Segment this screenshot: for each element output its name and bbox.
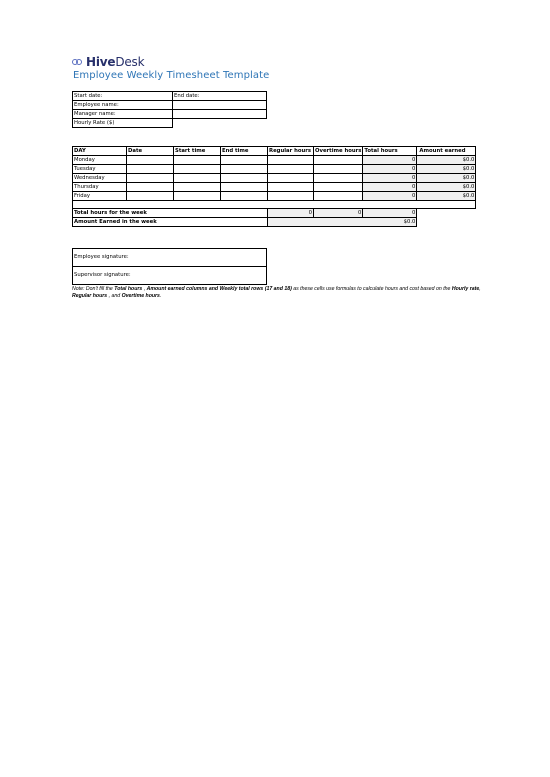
amount-earned-cell: $0.0 bbox=[417, 183, 476, 192]
logo-text-hive: Hive bbox=[86, 55, 116, 69]
total-regular-hours: 0 bbox=[268, 209, 314, 218]
note-bold: Regular hours bbox=[72, 292, 108, 299]
employee-signature-field[interactable]: Employee signature: bbox=[73, 249, 267, 267]
employee-name-label: Employee name: bbox=[73, 101, 173, 110]
manager-name-input[interactable] bbox=[173, 110, 267, 119]
amount-week-value: $0.0 bbox=[268, 218, 417, 227]
note-bold: Hourly rate bbox=[451, 286, 480, 292]
amount-week-label: Amount Earned in the week bbox=[73, 218, 268, 227]
date-cell[interactable] bbox=[127, 156, 174, 165]
start-time-cell[interactable] bbox=[174, 165, 221, 174]
total-hours-cell: 0 bbox=[363, 174, 417, 183]
empty-cell bbox=[417, 218, 476, 227]
start-time-cell[interactable] bbox=[174, 183, 221, 192]
header-date: Date bbox=[127, 147, 174, 156]
amount-earned-cell: $0.0 bbox=[417, 174, 476, 183]
day-cell: Tuesday bbox=[73, 165, 127, 174]
logo-text-desk: Desk bbox=[115, 55, 145, 69]
end-time-cell[interactable] bbox=[221, 156, 268, 165]
day-cell: Friday bbox=[73, 192, 127, 201]
day-cell: Monday bbox=[73, 156, 127, 165]
date-cell[interactable] bbox=[127, 192, 174, 201]
spacer-cell bbox=[73, 201, 476, 209]
employee-info-table bbox=[72, 91, 267, 128]
hourly-rate-label: Hourly Rate ($) bbox=[73, 119, 173, 128]
note-part: , bbox=[142, 286, 147, 292]
header-overtime-hours: Overtime hours bbox=[315, 148, 362, 154]
supervisor-signature-field[interactable]: Supervisor signature: bbox=[73, 267, 267, 285]
date-cell[interactable] bbox=[127, 183, 174, 192]
hivedesk-logo-icon bbox=[72, 58, 84, 67]
note-text bbox=[72, 286, 492, 299]
note-part: Note: Don't fill the bbox=[72, 286, 115, 292]
header-start-time: Start time bbox=[174, 147, 221, 156]
spacer-row bbox=[73, 201, 476, 209]
note-part: , bbox=[479, 286, 481, 292]
regular-hours-cell[interactable] bbox=[268, 192, 314, 201]
header-regular-hours: Regular hours bbox=[268, 147, 314, 156]
start-time-cell[interactable] bbox=[174, 156, 221, 165]
total-hours-cell: 0 bbox=[363, 183, 417, 192]
regular-hours-cell[interactable] bbox=[268, 165, 314, 174]
header-day: DAY bbox=[73, 147, 127, 156]
amount-earned-cell: $0.0 bbox=[417, 156, 476, 165]
table-row bbox=[73, 156, 476, 165]
table-row bbox=[73, 192, 476, 201]
regular-hours-cell[interactable] bbox=[268, 183, 314, 192]
hivedesk-logo bbox=[72, 55, 144, 69]
header-total-hours: Total hours bbox=[363, 147, 417, 156]
signature-table bbox=[72, 248, 267, 285]
start-time-cell[interactable] bbox=[174, 192, 221, 201]
employee-name-input[interactable] bbox=[173, 101, 267, 110]
overtime-hours-cell[interactable] bbox=[314, 192, 363, 201]
overtime-hours-cell[interactable] bbox=[314, 174, 363, 183]
total-hours-row bbox=[73, 209, 476, 218]
date-cell[interactable] bbox=[127, 174, 174, 183]
amount-earned-cell: $0.0 bbox=[417, 165, 476, 174]
note-bold: Total hours bbox=[114, 286, 143, 292]
note-part: . bbox=[159, 292, 162, 299]
timesheet-table bbox=[72, 146, 476, 227]
note-bold: Amount earned columns and Weekly total rows (17 and 18) bbox=[146, 286, 292, 292]
end-time-cell[interactable] bbox=[221, 183, 268, 192]
end-time-cell[interactable] bbox=[221, 192, 268, 201]
end-time-cell[interactable] bbox=[221, 165, 268, 174]
table-row bbox=[73, 165, 476, 174]
manager-name-label: Manager name: bbox=[73, 110, 173, 119]
amount-earned-cell: $0.0 bbox=[417, 192, 476, 201]
total-all-hours: 0 bbox=[363, 209, 417, 218]
amount-week-row bbox=[73, 218, 476, 227]
date-cell[interactable] bbox=[127, 165, 174, 174]
table-row bbox=[73, 174, 476, 183]
table-row bbox=[73, 183, 476, 192]
overtime-hours-cell[interactable] bbox=[314, 183, 363, 192]
page-title: Employee Weekly Timesheet Template bbox=[73, 70, 270, 81]
header-end-time: End time bbox=[221, 147, 268, 156]
total-hours-cell: 0 bbox=[363, 165, 417, 174]
overtime-hours-cell[interactable] bbox=[314, 156, 363, 165]
total-overtime-hours: 0 bbox=[314, 209, 363, 218]
header-row bbox=[73, 147, 476, 156]
header-amount-earned: Amount earned bbox=[417, 147, 476, 156]
note-bold: Overtime hours bbox=[121, 292, 160, 299]
hourly-rate-input[interactable] bbox=[173, 119, 267, 128]
note-part: as these cells use formulas to calculate hours and cost based on the bbox=[291, 286, 452, 292]
regular-hours-cell[interactable] bbox=[268, 174, 314, 183]
regular-hours-cell[interactable] bbox=[268, 156, 314, 165]
total-hours-cell: 0 bbox=[363, 156, 417, 165]
total-hours-cell: 0 bbox=[363, 192, 417, 201]
overtime-hours-cell[interactable] bbox=[314, 165, 363, 174]
start-date-cell[interactable]: Start date: bbox=[73, 92, 173, 101]
day-cell: Wednesday bbox=[73, 174, 127, 183]
start-time-cell[interactable] bbox=[174, 174, 221, 183]
end-time-cell[interactable] bbox=[221, 174, 268, 183]
end-date-cell[interactable]: End date: bbox=[173, 92, 267, 101]
empty-cell bbox=[417, 209, 476, 218]
day-cell: Thursday bbox=[73, 183, 127, 192]
total-hours-week-label: Total hours for the week bbox=[73, 209, 268, 218]
logo-text bbox=[86, 56, 144, 68]
note-part: , and bbox=[107, 292, 122, 299]
